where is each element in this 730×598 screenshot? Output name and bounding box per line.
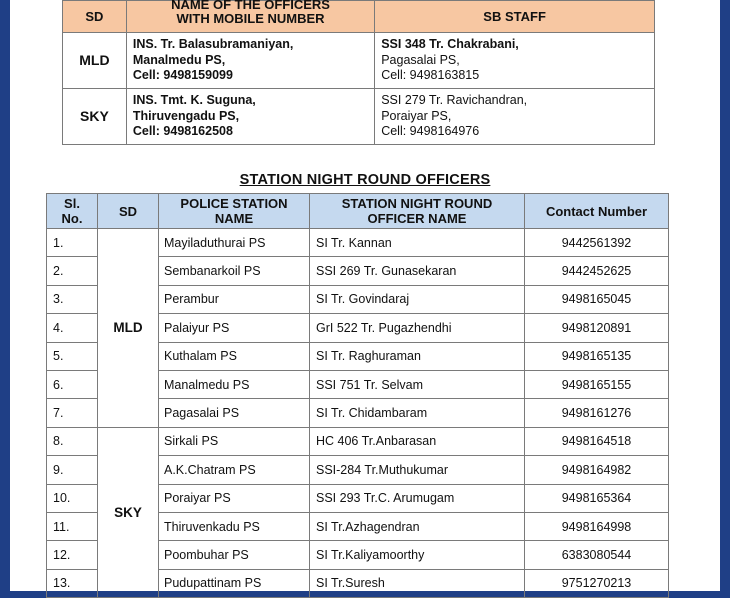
police-station-cell: Mayiladuthurai PS — [159, 229, 310, 257]
header-contact: Contact Number — [525, 194, 669, 229]
serial-number-cell: 7. — [47, 399, 98, 427]
header-officers — [126, 1, 374, 33]
header-sl-no-line-1: Sl. — [64, 196, 80, 211]
serial-number-cell: 8. — [47, 427, 98, 455]
contact-number-cell: 6383080544 — [525, 541, 669, 569]
contact-number-cell: 9751270213 — [525, 569, 669, 597]
officer-cell — [126, 89, 374, 145]
police-station-cell: Pudupattinam PS — [159, 569, 310, 597]
serial-number-cell: 5. — [47, 342, 98, 370]
header-sb-staff: SB STAFF — [375, 1, 655, 33]
officer-name-cell: SI Tr.Azhagendran — [310, 512, 525, 540]
header-station — [159, 194, 310, 229]
serial-number-cell: 13. — [47, 569, 98, 597]
table-row — [47, 427, 669, 455]
police-station-cell: Palaiyur PS — [159, 314, 310, 342]
officer-cell — [126, 33, 374, 89]
header-sl-no-line-2: No. — [61, 211, 83, 226]
police-station-cell: Sembanarkoil PS — [159, 257, 310, 285]
officer-name: INS. Tmt. K. Suguna, — [132, 93, 256, 108]
sd-group-cell: MLD — [98, 229, 159, 428]
header-sd: SD — [63, 1, 127, 33]
serial-number-cell: 2. — [47, 257, 98, 285]
contact-number-cell: 9498164982 — [525, 456, 669, 484]
serial-number-cell: 1. — [47, 229, 98, 257]
contact-number-cell: 9442561392 — [525, 229, 669, 257]
header-officer-line-2: OFFICER NAME — [367, 211, 467, 226]
contact-number-cell: 9498161276 — [525, 399, 669, 427]
header-station-line-2: NAME — [214, 211, 254, 226]
night-round-title: STATION NIGHT ROUND OFFICERS — [239, 172, 491, 188]
contact-number-cell: 9498164998 — [525, 512, 669, 540]
sb-staff-cell — [375, 89, 655, 145]
night-round-table — [46, 193, 669, 598]
serial-number-cell: 12. — [47, 541, 98, 569]
header-officer — [310, 194, 525, 229]
officer-name: INS. Tr. Balasubramaniyan, — [132, 37, 294, 52]
serial-number-cell: 9. — [47, 456, 98, 484]
police-station-cell: A.K.Chatram PS — [159, 456, 310, 484]
police-station-cell: Poraiyar PS — [159, 484, 310, 512]
sb-staff-name: SSI 348 Tr. Chakrabani, — [381, 37, 519, 52]
officer-name-cell: SI Tr. Govindaraj — [310, 285, 525, 313]
sb-staff-station: Pagasalai PS, — [381, 52, 460, 67]
officer-cell-number: Cell: 9498162508 — [132, 124, 233, 139]
officers-row-mld — [63, 33, 655, 89]
sb-staff-cell — [375, 33, 655, 89]
sb-staff-station: Poraiyar PS, — [381, 108, 452, 123]
header-sd: SD — [98, 194, 159, 229]
night-round-header-row — [47, 194, 669, 229]
officer-name-cell: SI Tr.Kaliyamoorthy — [310, 541, 525, 569]
officer-name-cell: SI Tr. Raghuraman — [310, 342, 525, 370]
sb-staff-cell-number: Cell: 9498163815 — [381, 68, 480, 83]
officer-name-cell: SI Tr. Chidambaram — [310, 399, 525, 427]
officers-header-row — [63, 1, 655, 33]
header-station-line-1: POLICE STATION — [180, 196, 288, 211]
sd-cell: MLD — [63, 33, 127, 89]
officer-name-cell: SI Tr. Kannan — [310, 229, 525, 257]
header-officers-line-2: WITH MOBILE NUMBER — [176, 10, 325, 26]
officers-row-sky — [63, 89, 655, 145]
officer-station: Thiruvengadu PS, — [132, 108, 240, 123]
officer-name-cell: SSI 293 Tr.C. Arumugam — [310, 484, 525, 512]
serial-number-cell: 6. — [47, 370, 98, 398]
sb-staff-cell-number: Cell: 9498164976 — [381, 124, 480, 139]
header-sl-no — [47, 194, 98, 229]
officer-name-cell: HC 406 Tr.Anbarasan — [310, 427, 525, 455]
officer-name-cell: SI Tr.Suresh — [310, 569, 525, 597]
police-station-cell: Sirkali PS — [159, 427, 310, 455]
contact-number-cell: 9498165155 — [525, 370, 669, 398]
serial-number-cell: 10. — [47, 484, 98, 512]
officers-table — [62, 0, 655, 145]
header-officer-line-1: STATION NIGHT ROUND — [341, 196, 493, 211]
officer-name-cell: SSI-284 Tr.Muthukumar — [310, 456, 525, 484]
officer-cell-number: Cell: 9498159099 — [132, 68, 233, 83]
serial-number-cell: 3. — [47, 285, 98, 313]
serial-number-cell: 11. — [47, 512, 98, 540]
officer-name-cell: GrI 522 Tr. Pugazhendhi — [310, 314, 525, 342]
contact-number-cell: 9498165045 — [525, 285, 669, 313]
police-station-cell: Kuthalam PS — [159, 342, 310, 370]
header-officers-line-1: NAME OF THE OFFICERS — [171, 0, 330, 12]
sd-group-cell: SKY — [98, 427, 159, 597]
contact-number-cell: 9442452625 — [525, 257, 669, 285]
police-station-cell: Perambur — [159, 285, 310, 313]
sb-staff-name: SSI 279 Tr. Ravichandran, — [381, 93, 528, 108]
night-round-body — [47, 229, 669, 598]
officer-name-cell: SSI 269 Tr. Gunasekaran — [310, 257, 525, 285]
contact-number-cell: 9498165135 — [525, 342, 669, 370]
table-row — [47, 229, 669, 257]
sd-cell: SKY — [63, 89, 127, 145]
police-station-cell: Manalmedu PS — [159, 370, 310, 398]
officer-station: Manalmedu PS, — [132, 52, 226, 67]
police-station-cell: Pagasalai PS — [159, 399, 310, 427]
serial-number-cell: 4. — [47, 314, 98, 342]
contact-number-cell: 9498120891 — [525, 314, 669, 342]
police-station-cell: Poombuhar PS — [159, 541, 310, 569]
police-station-cell: Thiruvenkadu PS — [159, 512, 310, 540]
officer-name-cell: SSI 751 Tr. Selvam — [310, 370, 525, 398]
contact-number-cell: 9498164518 — [525, 427, 669, 455]
contact-number-cell: 9498165364 — [525, 484, 669, 512]
